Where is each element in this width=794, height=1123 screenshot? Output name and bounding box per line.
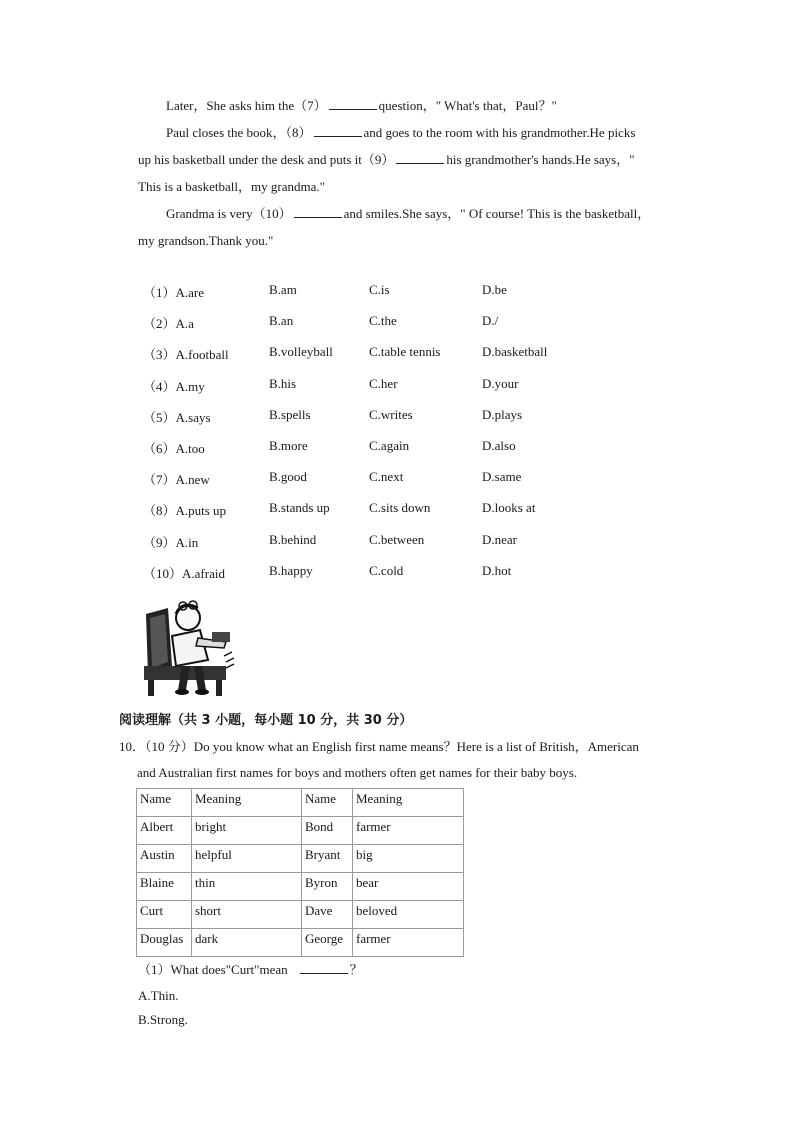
option-c: C.again	[369, 437, 410, 453]
names-table	[136, 788, 464, 957]
option-b: B.an	[269, 313, 294, 329]
table-cell: Bryant	[302, 845, 353, 873]
option-d: D.also	[482, 437, 516, 453]
table-cell: farmer	[353, 929, 464, 957]
option-d: D./	[482, 313, 499, 329]
table-cell: Byron	[302, 873, 353, 901]
table-cell: farmer	[353, 817, 464, 845]
option-c: C.writes	[369, 406, 413, 422]
table-row	[137, 929, 464, 957]
boy-with-basketball-illustration	[138, 596, 240, 698]
table-cell: bright	[192, 817, 302, 845]
passage-line: Later，She asks him the（7） question，" What's that，Paul？"	[166, 98, 557, 113]
option-b: B.behind	[269, 531, 317, 547]
option-a: （6）A.too	[143, 440, 205, 456]
option-c: C.cold	[369, 562, 404, 578]
option-c: C.sits down	[369, 500, 431, 516]
table-cell: Austin	[137, 845, 192, 873]
question-intro-line: 10．（10 分）Do you know what an English first name means？Here is a list of British，American	[119, 739, 639, 754]
question-intro-line: and Australian first names for boys and mothers often get names for their baby boys.	[137, 765, 578, 780]
option-c: C.the	[369, 313, 397, 329]
option-a: （9）A.in	[143, 534, 199, 550]
table-cell: big	[353, 845, 464, 873]
table-header-cell: Meaning	[353, 789, 464, 817]
answer-blank	[314, 124, 362, 137]
passage-line: This is a basketball，my grandma."	[138, 179, 325, 194]
table-cell: helpful	[192, 845, 302, 873]
table-header-cell: Name	[137, 789, 192, 817]
option-d: D.near	[482, 531, 518, 547]
answer-blank	[329, 97, 377, 110]
table-header-cell: Name	[302, 789, 353, 817]
option-d: D.be	[482, 282, 507, 297]
option-c: C.table tennis	[369, 344, 441, 360]
option-a: （4）A.my	[143, 378, 205, 394]
table-cell: Dave	[302, 901, 353, 929]
option-c: C.her	[369, 375, 398, 391]
table-cell: thin	[192, 873, 302, 901]
illustration-icon	[138, 596, 240, 698]
option-b: B.his	[269, 375, 297, 391]
option-d: D.same	[482, 469, 522, 485]
table-header-cell: Meaning	[192, 789, 302, 817]
option-a: （1）A.are	[143, 285, 205, 300]
table-row	[137, 901, 464, 929]
table-cell: Douglas	[137, 929, 192, 957]
table-cell: Albert	[137, 817, 192, 845]
option-c: C.next	[369, 469, 404, 485]
passage	[138, 92, 678, 254]
answer-blank	[300, 961, 348, 974]
answer-blank	[396, 151, 444, 164]
option-d: D.basketball	[482, 344, 548, 360]
option-a: （8）A.puts up	[143, 503, 227, 519]
option-b: B.happy	[269, 562, 313, 578]
option-b: B.volleyball	[269, 344, 333, 360]
passage-line: my grandson.Thank you."	[138, 233, 274, 248]
option-b: B.spells	[269, 406, 311, 422]
table-row	[137, 845, 464, 873]
option-b: B.good	[269, 469, 307, 485]
passage-line: up his basketball under the desk and puts it（9） his grandmother's hands.He says，"	[138, 152, 635, 167]
table-row	[137, 873, 464, 901]
table-cell: short	[192, 901, 302, 929]
sub-option-a: A.Thin.	[138, 988, 179, 1003]
option-d: D.hot	[482, 562, 512, 578]
table-cell: Bond	[302, 817, 353, 845]
option-a: （10）A.afraid	[143, 565, 225, 581]
option-a: （7）A.new	[143, 472, 210, 488]
table-cell: George	[302, 929, 353, 957]
table-cell: Blaine	[137, 873, 192, 901]
option-b: B.am	[269, 282, 297, 297]
passage-line: Grandma is very（10） and smiles.She says，" Of course! This is the basketball，	[166, 206, 651, 221]
table-header-row	[137, 789, 464, 817]
option-d: D.plays	[482, 406, 523, 422]
answer-blank	[294, 205, 342, 218]
option-b: B.stands up	[269, 500, 330, 516]
option-c: C.between	[369, 531, 425, 547]
sub-question-text: （1）What does"Curt"mean ？	[138, 962, 363, 977]
option-c: C.is	[369, 282, 390, 297]
question-10-intro	[119, 734, 679, 786]
option-a: （3）A.football	[143, 347, 229, 363]
table-cell: beloved	[353, 901, 464, 929]
table-cell: bear	[353, 873, 464, 901]
passage-line: Paul closes the book，（8） and goes to the room with his grandmother.He picks	[166, 125, 636, 140]
option-b: B.more	[269, 437, 308, 453]
table-row	[137, 817, 464, 845]
table-cell: dark	[192, 929, 302, 957]
option-d: D.looks at	[482, 500, 536, 516]
section-title: 阅读理解（共 3 小题，每小题 10 分，共 30 分）	[119, 713, 413, 728]
option-a: （2）A.a	[143, 316, 194, 332]
option-a: （5）A.says	[143, 409, 211, 425]
sub-question-1	[138, 958, 363, 1032]
sub-option-b: B.Strong.	[138, 1012, 188, 1027]
table-cell: Curt	[137, 901, 192, 929]
option-d: D.your	[482, 375, 519, 391]
